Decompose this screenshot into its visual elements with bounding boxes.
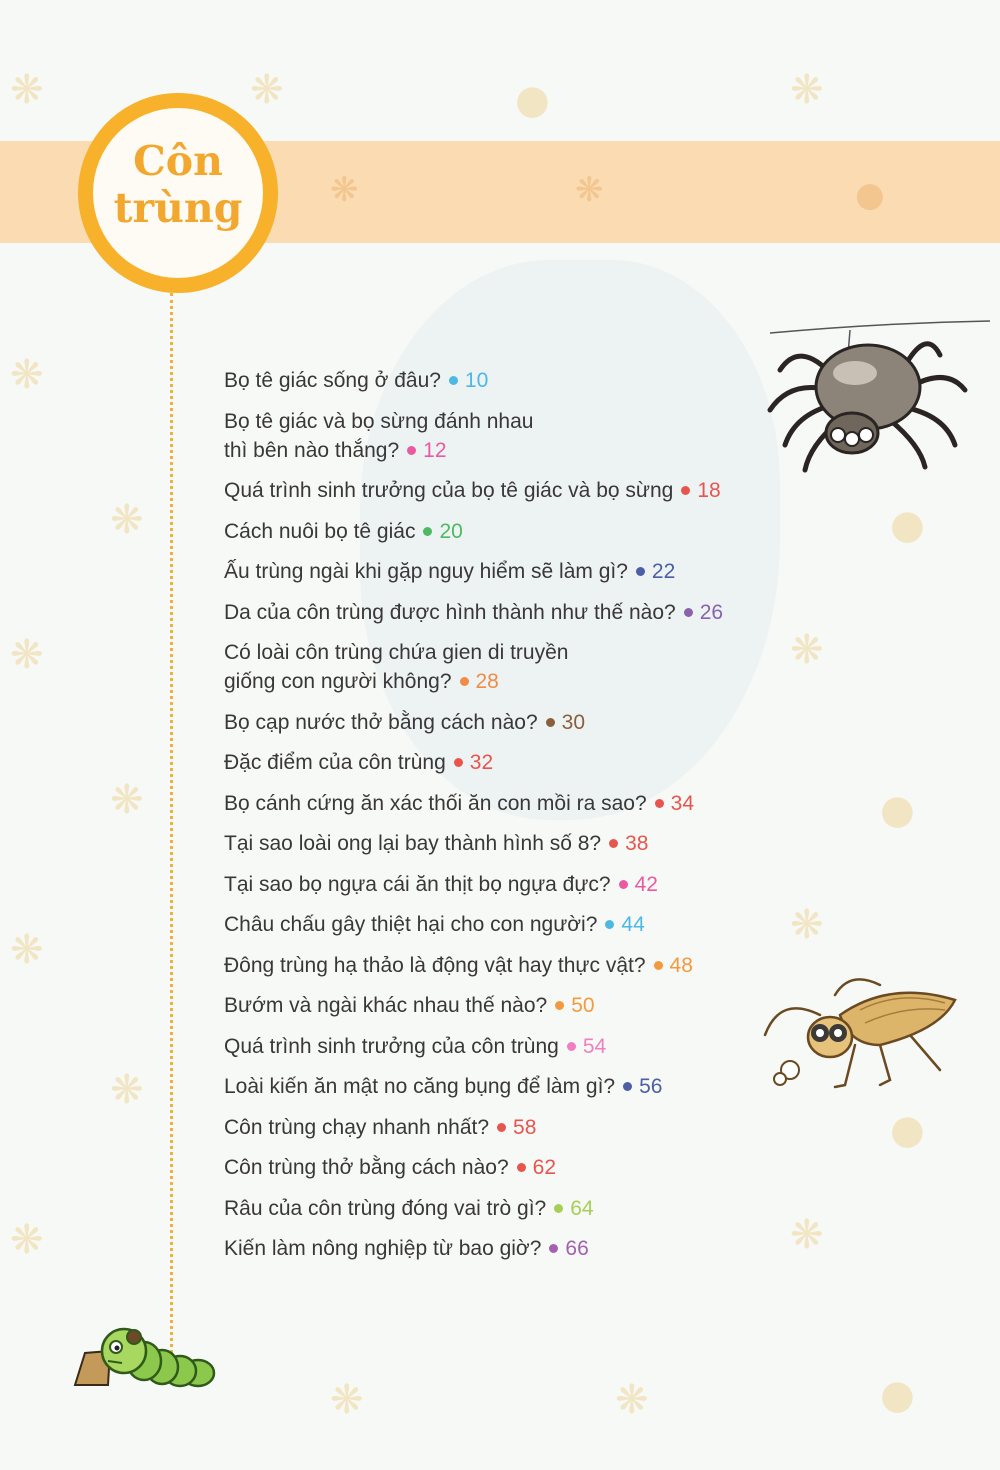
bullet-dot-icon (655, 799, 664, 808)
toc-entry[interactable] (224, 951, 784, 980)
ant-icon: ❋ (790, 1212, 824, 1258)
bullet-dot-icon (546, 718, 555, 727)
toc-entry-title: Côn trùng chạy nhanh nhất? (224, 1115, 490, 1139)
toc-entry-title: Kiến làm nông nghiệp từ bao giờ? (224, 1237, 542, 1260)
caterpillar-illustration (70, 1315, 230, 1395)
toc-entry[interactable] (224, 829, 784, 858)
toc-entry[interactable] (224, 870, 784, 899)
toc-entry-title: Cách nuôi bọ tê giác (224, 519, 416, 543)
chapter-title (93, 138, 263, 232)
bullet-dot-icon (449, 376, 458, 385)
ant-icon: ❋ (615, 1377, 649, 1423)
toc-entry-title: Bọ tê giác sống ở đâu? (224, 369, 441, 392)
ant-icon: ❋ (330, 170, 359, 210)
bullet-dot-icon (554, 1204, 563, 1213)
toc-page-number: 20 (439, 519, 463, 543)
toc-page-number: 54 (582, 1034, 607, 1058)
ant-icon: ❋ (790, 67, 824, 113)
toc-entry-title: Đặc điểm của côn trùng (224, 751, 446, 774)
toc-entry-title: Đông trùng hạ thảo là động vật hay thực vật? (224, 953, 646, 977)
toc-entry-title: Râu của côn trùng đóng vai trò gì? (224, 1196, 547, 1220)
ant-icon: ❋ (10, 632, 44, 678)
bullet-dot-icon (684, 608, 693, 617)
toc-entry[interactable] (224, 1234, 784, 1263)
toc-entry-title: Châu chấu gây thiệt hại cho con người? (224, 913, 598, 936)
ant-icon: ❋ (110, 777, 144, 823)
toc-entry-title: Côn trùng thở bằng cách nào? (224, 1156, 509, 1179)
toc-page-number: 12 (423, 438, 447, 462)
bullet-dot-icon (497, 1123, 506, 1132)
toc-entry[interactable] (224, 748, 784, 777)
ant-icon: ❋ (110, 1067, 144, 1113)
toc-entry-title: Tại sao loài ong lại bay thành hình số 8? (224, 832, 602, 855)
table-of-contents (224, 366, 784, 1275)
bullet-dot-icon (555, 1001, 564, 1010)
ant-icon: ❋ (575, 170, 604, 210)
ant-icon: ❋ (110, 497, 144, 543)
toc-entry-title: Da của côn trùng được hình thành như thế nào? (224, 600, 676, 624)
toc-entry-title: thì bên nào thắng? (224, 438, 400, 462)
bullet-dot-icon (549, 1244, 558, 1253)
toc-entry[interactable] (224, 910, 784, 939)
toc-page-number: 44 (621, 913, 645, 936)
beetle-icon: ● (880, 1372, 915, 1418)
toc-page-number: 50 (571, 994, 595, 1017)
ant-icon: ❋ (10, 352, 44, 398)
toc-entry-title: Có loài côn trùng chứa gien di truyền (224, 641, 569, 664)
toc-entry[interactable] (224, 557, 784, 586)
toc-entry[interactable] (224, 366, 784, 395)
toc-entry-title: Quá trình sinh trưởng của côn trùng (224, 1034, 559, 1058)
toc-page-number: 64 (570, 1196, 594, 1220)
toc-entry[interactable] (224, 638, 784, 696)
ant-icon: ❋ (10, 927, 44, 973)
toc-page-number: 30 (561, 710, 585, 734)
toc-page-number: 62 (532, 1156, 556, 1179)
toc-entry[interactable] (224, 991, 784, 1020)
toc-entry-title: Quá trình sinh trưởng của bọ tê giác và bọ sừng (224, 479, 674, 502)
beetle-icon: ● (890, 1107, 925, 1153)
toc-entry[interactable] (224, 1153, 784, 1182)
toc-entry-title: Loài kiến ăn mật no căng bụng để làm gì? (224, 1075, 616, 1098)
toc-page-number: 66 (565, 1237, 589, 1260)
ant-icon: ❋ (10, 67, 44, 113)
toc-entry[interactable] (224, 1113, 784, 1142)
bullet-dot-icon (619, 880, 628, 889)
toc-page-number: 10 (464, 369, 489, 392)
ant-icon: ❋ (250, 67, 284, 113)
toc-entry[interactable] (224, 476, 784, 505)
bullet-dot-icon (567, 1042, 576, 1051)
toc-page-number: 28 (475, 670, 499, 693)
toc-entry[interactable] (224, 407, 784, 465)
spider-illustration (760, 295, 995, 480)
toc-page-number: 48 (669, 953, 693, 977)
toc-page-number: 56 (639, 1075, 663, 1098)
toc-entry[interactable] (224, 598, 784, 627)
beetle-icon: ● (880, 787, 915, 833)
toc-entry-title: Ấu trùng ngài khi gặp nguy hiểm sẽ làm gì? (224, 560, 628, 583)
toc-entry-title: Bọ cánh cứng ăn xác thối ăn con mồi ra sao? (224, 791, 647, 815)
toc-entry[interactable] (224, 1072, 784, 1101)
ant-icon: ❋ (790, 627, 824, 673)
toc-entry-title: Tại sao bọ ngựa cái ăn thịt bọ ngựa đực? (224, 872, 611, 896)
toc-page-number: 22 (651, 560, 676, 583)
bullet-dot-icon (623, 1082, 632, 1091)
cricket-illustration (760, 975, 960, 1095)
toc-entry[interactable] (224, 517, 784, 546)
bullet-dot-icon (460, 677, 469, 686)
toc-page-number: 18 (697, 479, 721, 502)
bullet-dot-icon (605, 920, 614, 929)
chapter-title-line2: trùng (113, 184, 243, 232)
bullet-dot-icon (654, 961, 663, 970)
bullet-dot-icon (423, 527, 432, 536)
toc-page-number: 38 (625, 832, 649, 855)
ant-icon: ❋ (330, 1377, 364, 1423)
beetle-icon: ● (515, 77, 550, 123)
toc-page-number: 58 (513, 1115, 537, 1139)
toc-entry-title: giống con người không? (224, 670, 452, 693)
toc-entry[interactable] (224, 1194, 784, 1223)
bullet-dot-icon (407, 446, 416, 455)
toc-page-number: 34 (670, 791, 695, 815)
bullet-dot-icon (517, 1163, 526, 1172)
toc-entry-title: Bọ cạp nước thở bằng cách nào? (224, 710, 538, 734)
beetle-icon: ● (855, 175, 885, 215)
toc-entry[interactable] (224, 1032, 784, 1061)
ant-icon: ❋ (10, 1217, 44, 1263)
toc-entry-title: Bướm và ngài khác nhau thế nào? (224, 994, 548, 1017)
toc-page-number: 32 (469, 751, 494, 774)
dotted-guide-line (170, 293, 173, 1353)
toc-entry-title: Bọ tê giác và bọ sừng đánh nhau (224, 409, 534, 433)
ant-icon: ❋ (790, 902, 824, 948)
bullet-dot-icon (454, 758, 463, 767)
bullet-dot-icon (609, 839, 618, 848)
beetle-icon: ● (890, 502, 925, 548)
toc-entry[interactable] (224, 708, 784, 737)
toc-page-number: 26 (699, 600, 724, 624)
toc-page-number: 42 (634, 872, 658, 896)
toc-entry[interactable] (224, 789, 784, 818)
bullet-dot-icon (636, 567, 645, 576)
bullet-dot-icon (681, 486, 690, 495)
chapter-title-line1: Côn (133, 137, 223, 185)
